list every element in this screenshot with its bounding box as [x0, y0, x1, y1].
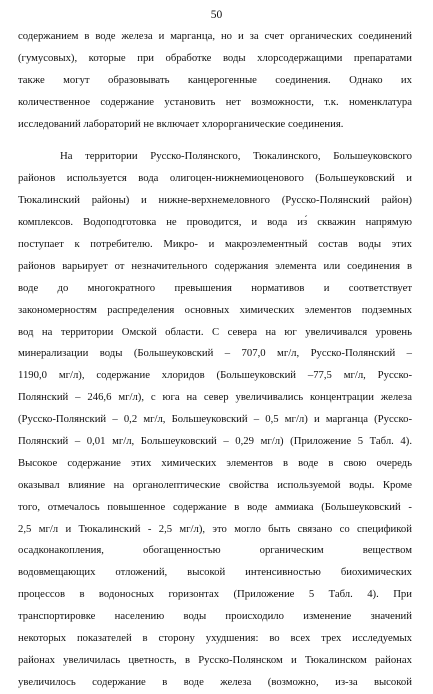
text-line: воде до многократного превышения нормативов и соответствует — [18, 281, 412, 294]
text-line: На территории Русско-Полянского, Тюкалинского, Большеуковского — [60, 150, 412, 163]
text-line: Тюкалинский районы) и нижне-верхнемеловного (Русско-Полянский район) — [18, 194, 412, 207]
text-line: того, отмечалось повышенное содержание в воде аммиака (Большеуковский - — [18, 500, 412, 513]
text-line: оказывал влияние на органолептические свойства используемой воды. Кроме — [18, 478, 412, 491]
text-line: комплексов. Водоподготовка не проводится, и вода из́ скважин напрямую — [18, 216, 412, 229]
text-line: некоторых показателей в сторону ухудшения: во всех трех исследуемых — [18, 632, 412, 645]
text-line: увеличилось содержание в воде железа (возможно, из-за высокой — [18, 675, 412, 688]
page-number: 50 — [210, 9, 223, 21]
text-line: вод на территории Омской области. С севера на юг увеличивался уровень — [18, 325, 412, 338]
paragraph-2 — [18, 146, 412, 693]
text-line: 2,5 мг/л и Тюкалинский - 2,5 мг/л), это могло быть связано со спецификой — [18, 522, 412, 535]
paragraph-1 — [18, 26, 412, 135]
text-line: водовмещающих отложений, высокой интенсивностью биохимических — [18, 566, 412, 579]
text-line: поступает к потребителю. Микро- и макроэлементный состав воды этих — [18, 238, 412, 251]
paragraph-gap — [18, 135, 412, 146]
text-line: Полянский – 246,6 мг/л), с юга на север увеличивались концентрации железа — [18, 391, 412, 404]
text-line: 1190,0 мг/л), содержание хлоридов (Большеуковский –77,5 мг/л, Русско- — [18, 369, 412, 382]
text-line: Полянский – 0,01 мг/л, Большеуковский – 0,29 мг/л) (Приложение 5 Табл. 4). — [18, 435, 412, 448]
text-line: минерализации воды (Большеуковский – 707,0 мг/л, Русско-Полянский – — [18, 347, 412, 360]
body-text — [18, 26, 412, 694]
text-line: Высокое содержание этих химических элементов в воде в свою очередь — [18, 456, 412, 469]
text-line: осадконакопления, обогащенностью органическим веществом — [18, 544, 412, 557]
text-line: содержанием в воде железа и марганца, но и за счет органических соединений — [18, 30, 412, 42]
text-line: транспортировке населению воды происходило изменение значений — [18, 610, 412, 623]
text-line: исследований лабораторий не включает хлорорганические соединения. — [18, 117, 344, 130]
text-line: также могут образовывать канцерогенные соединения. Однако их — [18, 73, 412, 86]
text-line: закономерностям распределения основных химических элементов подземных — [18, 303, 412, 316]
text-line: (гумусовых), которые при обработке воды хлорсодержащими препаратами — [18, 51, 412, 64]
text-line: районов используется вода олигоцен-нижнемиоценового (Большеуковский и — [18, 172, 412, 185]
text-line: районов варьирует от незначительного содержания элемента или соединения в — [18, 259, 412, 272]
text-line: процессов в водоносных горизонтах (Приложение 5 Табл. 4). При — [18, 588, 412, 601]
text-line: количественное содержание установить нет возможности, т.к. номенклатура — [18, 95, 412, 108]
text-line: районах увеличилась цветность, в Русско-Полянском и Тюкалинском районах — [18, 653, 412, 666]
text-line: (Русско-Полянский – 0,2 мг/л, Большеуковский – 0,5 мг/л) и марганца (Русско- — [18, 413, 412, 426]
